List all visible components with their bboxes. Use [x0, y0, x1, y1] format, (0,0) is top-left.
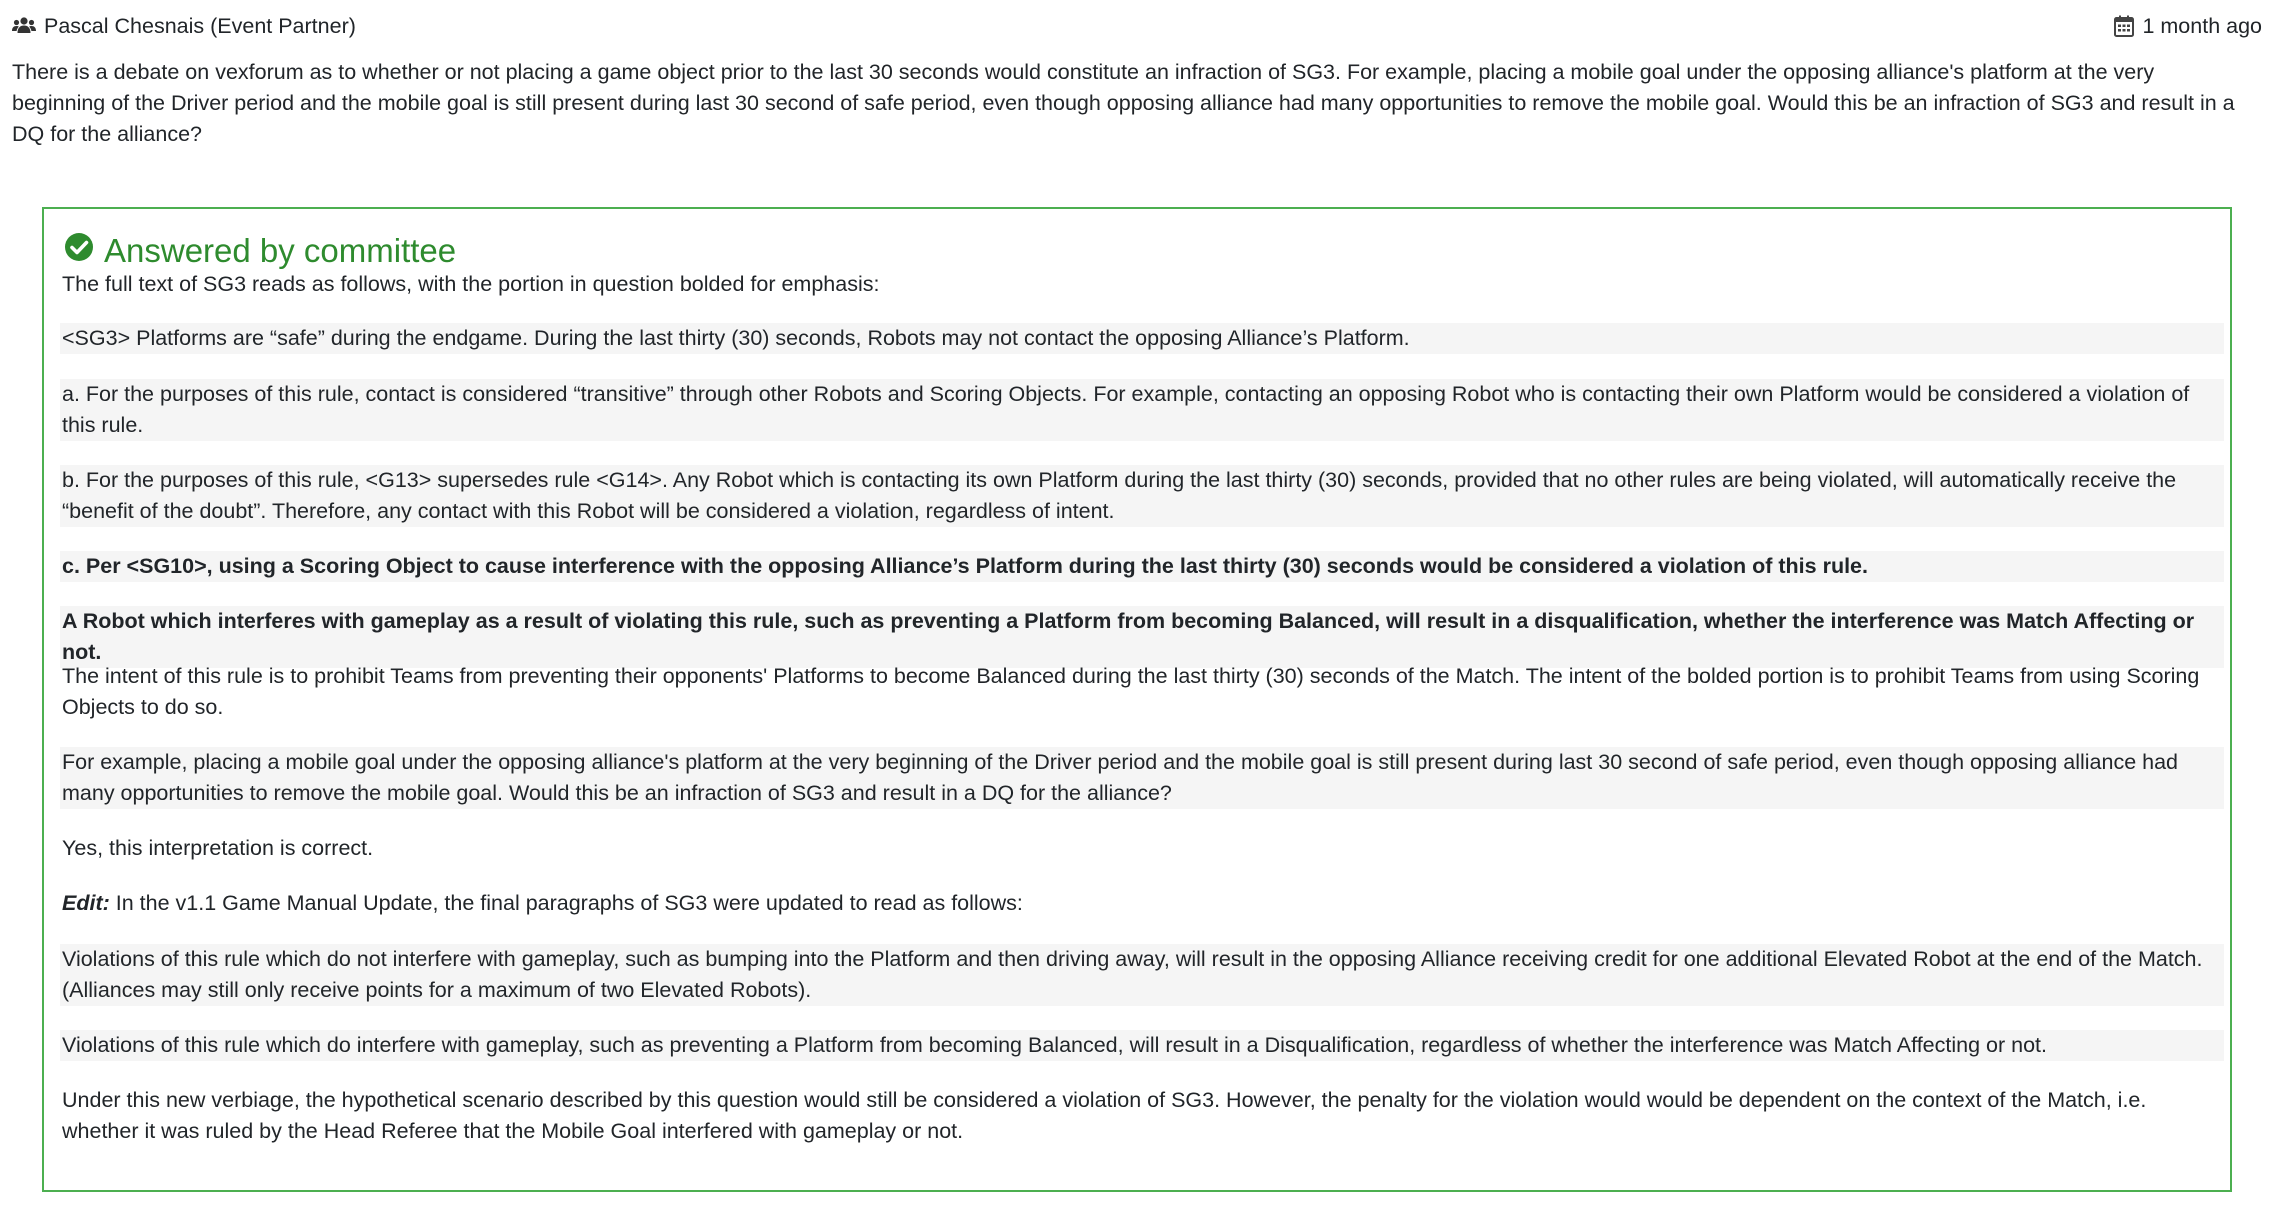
- answer-intro: The full text of SG3 reads as follows, with the portion in question bolded for emphasis:: [62, 272, 880, 296]
- edit-label: Edit:: [62, 891, 110, 915]
- quoted-rule-dq: A Robot which interferes with gameplay as a result of violating this rule, such as preventing a Platform from becoming Balanced, will result in a disqualification, whether the interference was Match Affecting or not.: [60, 606, 2224, 668]
- users-icon: [12, 16, 36, 36]
- time-ago: 1 month ago: [2142, 13, 2262, 38]
- post-meta: [12, 10, 2262, 42]
- quoted-rule-main: <SG3> Platforms are “safe” during the endgame. During the last thirty (30) seconds, Robots may not contact the opposing Alliance’s Platform.: [60, 323, 2224, 354]
- quoted-update-1: Violations of this rule which do not interfere with gameplay, such as bumping into the Platform and then driving away, will result in the opposing Alliance receiving credit for one additional Elevated Robot at the end of the Match. (Alliances may still only receive points for a maximum of two Elevated Robots).: [60, 944, 2224, 1006]
- quoted-rule-c: c. Per <SG10>, using a Scoring Object to cause interference with the opposing Alliance’s Platform during the last thirty (30) seconds would be considered a violation of this rule.: [60, 551, 2224, 582]
- conclusion-text: Under this new verbiage, the hypothetical scenario described by this question would still be considered a violation of SG3. However, the penalty for the violation would would be dependent on the context of the Match, i.e. whether it was ruled by the Head Referee that the Mobile Goal interfered with gameplay or not.: [62, 1088, 2147, 1143]
- check-circle-icon: [64, 232, 94, 271]
- answer-title: Answered by committee: [104, 232, 457, 269]
- edit-paragraph: [60, 888, 2224, 919]
- quoted-rule-a: a. For the purposes of this rule, contact is considered “transitive” through other Robots and Scoring Objects. For example, contacting an opposing Robot who is contacting their own Platform would be considered a violation of this rule.: [60, 379, 2224, 441]
- quoted-rule-b: b. For the purposes of this rule, <G13> supersedes rule <G14>. Any Robot which is contacting its own Platform during the last thirty (30) seconds, provided that no other rules are being violated, will automatically receive the “benefit of the doubt”. Therefore, any contact with this Robot will be considered a violation, regardless of intent.: [60, 465, 2224, 527]
- confirmation-text: Yes, this interpretation is correct.: [62, 836, 374, 860]
- intent-text: The intent of this rule is to prohibit Teams from preventing their opponents' Platforms to become Balanced during the last thirty (30) seconds of the Match. The intent of the bolded portion is to prohibit Teams from using Scoring Objects to do so.: [62, 664, 2200, 719]
- calendar-icon: [2114, 15, 2134, 37]
- post-time: [2114, 11, 2262, 42]
- author-name[interactable]: Pascal Chesnais (Event Partner): [44, 13, 356, 38]
- answer-header: [64, 231, 456, 271]
- question-text: There is a debate on vexforum as to whether or not placing a game object prior to the last 30 seconds would constitute an infraction of SG3. For example, placing a mobile goal under the opposing alliance's platform at the very beginning of the Driver period and the mobile goal is still present during last 30 second of safe period, even though opposing alliance had many opportunities to remove the mobile goal. Would this be an infraction of SG3 and result in a DQ for the alliance?: [12, 60, 2235, 146]
- edit-text: In the v1.1 Game Manual Update, the final paragraphs of SG3 were updated to read as follows:: [109, 891, 1023, 915]
- author-info: [12, 11, 356, 42]
- quoted-question: For example, placing a mobile goal under the opposing alliance's platform at the very beginning of the Driver period and the mobile goal is still present during last 30 second of safe period, even though opposing alliance had many opportunities to remove the mobile goal. Would this be an infraction of SG3 and result in a DQ for the alliance?: [60, 747, 2224, 809]
- quoted-update-2: Violations of this rule which do interfere with gameplay, such as preventing a Platform from becoming Balanced, will result in a Disqualification, regardless of whether the interference was Match Affecting or not.: [60, 1030, 2224, 1061]
- answer-box: [42, 207, 2232, 1192]
